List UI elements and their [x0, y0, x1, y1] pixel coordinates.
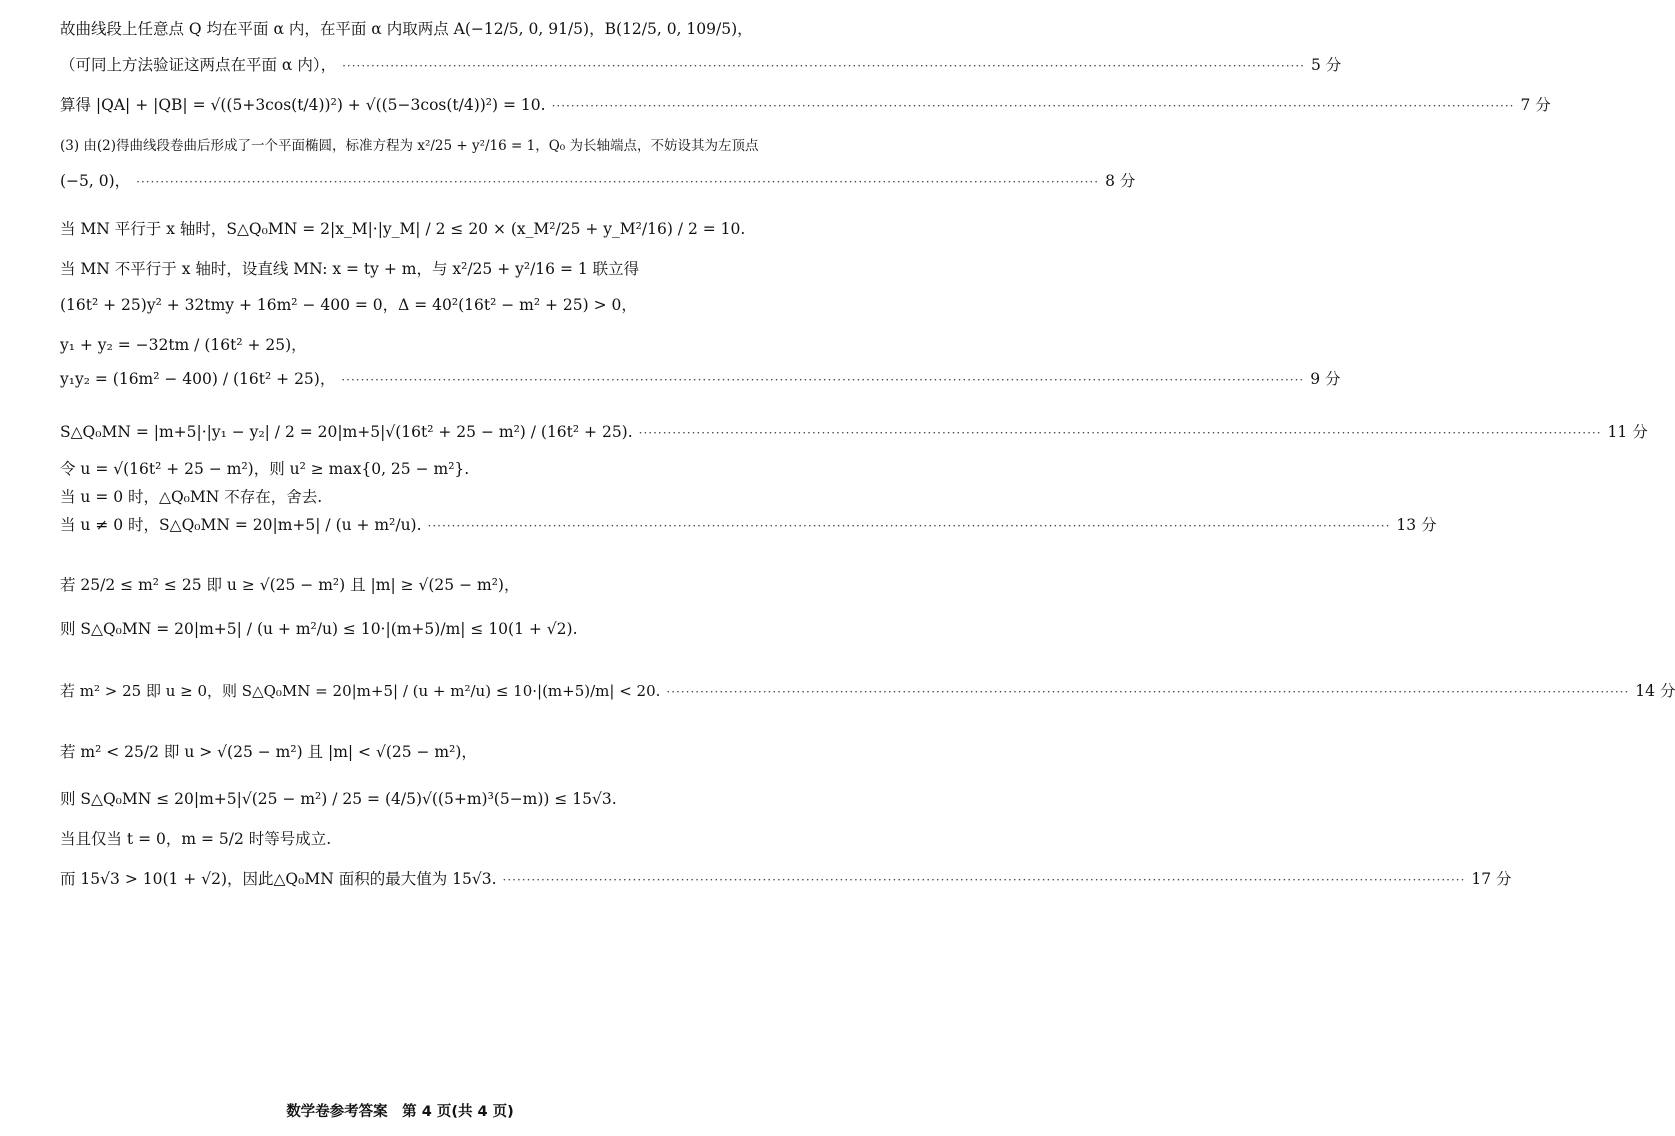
solution-line	[60, 56, 1342, 74]
solution-line-text: (3) 由(2)得曲线段卷曲后形成了一个平面椭圆，标准方程为 x²/25 + y²/16 = 1，Q₀ 为长轴端点，不妨设其为左顶点	[60, 138, 759, 154]
solution-line	[60, 682, 1675, 701]
solution-line-text: 若 m² < 25/2 即 u > √(25 − m²) 且 |m| < √(25 − m²)，	[60, 743, 477, 761]
score-mark: 8 分	[1105, 172, 1136, 190]
score-mark: 17 分	[1471, 870, 1512, 888]
solution-line	[60, 22, 768, 38]
solution-line-text: S△Q₀MN = |m+5|·|y₁ − y₂| / 2 = 20|m+5|√(16t² + 25 − m²) / (16t² + 25).	[60, 423, 633, 441]
solution-line	[60, 870, 1512, 888]
solution-line	[60, 745, 768, 761]
score-mark: 5 分	[1310, 56, 1342, 74]
solution-line-text: y₁y₂ = (16m² − 400) / (16t² + 25)，	[60, 370, 336, 388]
leader-dots: ········································································································································································································	[342, 58, 1305, 73]
leader-dots: ········································································································································································································	[136, 174, 1100, 189]
leader-dots: ········································································································································································································	[427, 518, 1391, 533]
solution-line-text: (16t² + 25)y² + 32tmy + 16m² − 400 = 0，Δ = 40²(16t² − m² + 25) > 0，	[60, 296, 637, 314]
solution-line	[60, 298, 768, 314]
score-mark: 11 分	[1607, 423, 1648, 441]
solution-line-text: 则 S△Q₀MN = 20|m+5| / (u + m²/u) ≤ 10·|(m+5)/m| ≤ 10(1 + √2).	[60, 620, 578, 638]
solution-line-text: 若 m² > 25 即 u ≥ 0，则 S△Q₀MN = 20|m+5| / (u + m²/u) ≤ 10·|(m+5)/m| < 20.	[60, 682, 661, 701]
solution-line-text: 而 15√3 > 10(1 + √2)，因此△Q₀MN 面积的最大值为 15√3.	[60, 870, 497, 888]
solution-line	[60, 622, 768, 638]
solution-line	[60, 172, 1136, 190]
solution-line-text: 则 S△Q₀MN ≤ 20|m+5|√(25 − m²) / 25 = (4/5)√((5+m)³(5−m)) ≤ 15√3.	[60, 790, 617, 808]
solution-line-text: 当 u = 0 时，△Q₀MN 不存在，舍去.	[60, 488, 323, 506]
solution-line	[60, 96, 1551, 114]
solution-line	[60, 792, 768, 808]
solution-line-text: 令 u = √(16t² + 25 − m²)，则 u² ≥ max{0, 25 − m²}.	[60, 460, 470, 478]
solution-line	[60, 423, 1648, 441]
solution-line	[60, 490, 768, 506]
solution-line	[60, 262, 768, 278]
solution-line	[60, 140, 768, 154]
solution-line-text: 当且仅当 t = 0，m = 5/2 时等号成立.	[60, 830, 332, 848]
solution-line	[60, 222, 768, 238]
score-mark: 7 分	[1520, 96, 1551, 114]
solution-line-text: 算得 |QA| + |QB| = √((5+3cos(t/4))²) + √((5−3cos(t/4))²) = 10.	[60, 96, 546, 114]
leader-dots: ········································································································································································································	[551, 98, 1515, 113]
solution-line-text: （可同上方法验证这两点在平面 α 内），	[60, 56, 337, 74]
solution-line-text: y₁ + y₂ = −32tm / (16t² + 25)，	[60, 336, 307, 354]
solution-line	[60, 516, 1437, 534]
solution-line-text: 当 MN 不平行于 x 轴时，设直线 MN: x = ty + m，与 x²/25 + y²/16 = 1 联立得	[60, 260, 640, 278]
solution-line-text: 当 MN 平行于 x 轴时，S△Q₀MN = 2|x_M|·|y_M| / 2 ≤ 20 × (x_M²/25 + y_M²/16) / 2 = 10.	[60, 220, 746, 238]
leader-dots: ········································································································································································································	[341, 372, 1305, 387]
solution-line-text: 若 25/2 ≤ m² ≤ 25 即 u ≥ √(25 − m²) 且 |m| ≥ √(25 − m²)，	[60, 576, 520, 594]
leader-dots: ········································································································································································································	[502, 872, 1466, 887]
solution-line-text: (−5, 0)，	[60, 172, 131, 190]
solution-line	[60, 578, 768, 594]
leader-dots: ········································································································································································································	[638, 425, 1602, 440]
leader-dots: ········································································································································································································	[666, 684, 1630, 699]
page-footer: 数学卷参考答案 第 4 页(共 4 页)	[286, 1104, 514, 1120]
score-mark: 14 分	[1635, 682, 1675, 700]
solution-line	[60, 462, 768, 478]
solution-line	[60, 832, 768, 848]
solution-line-text: 故曲线段上任意点 Q 均在平面 α 内，在平面 α 内取两点 A(−12/5, 0, 91/5)，B(12/5, 0, 109/5)，	[60, 20, 753, 38]
solution-line	[60, 338, 768, 354]
score-mark: 13 分	[1396, 516, 1437, 534]
score-mark: 9 分	[1310, 370, 1341, 388]
solution-line	[60, 370, 1341, 388]
solution-line-text: 当 u ≠ 0 时，S△Q₀MN = 20|m+5| / (u + m²/u).	[60, 516, 422, 534]
